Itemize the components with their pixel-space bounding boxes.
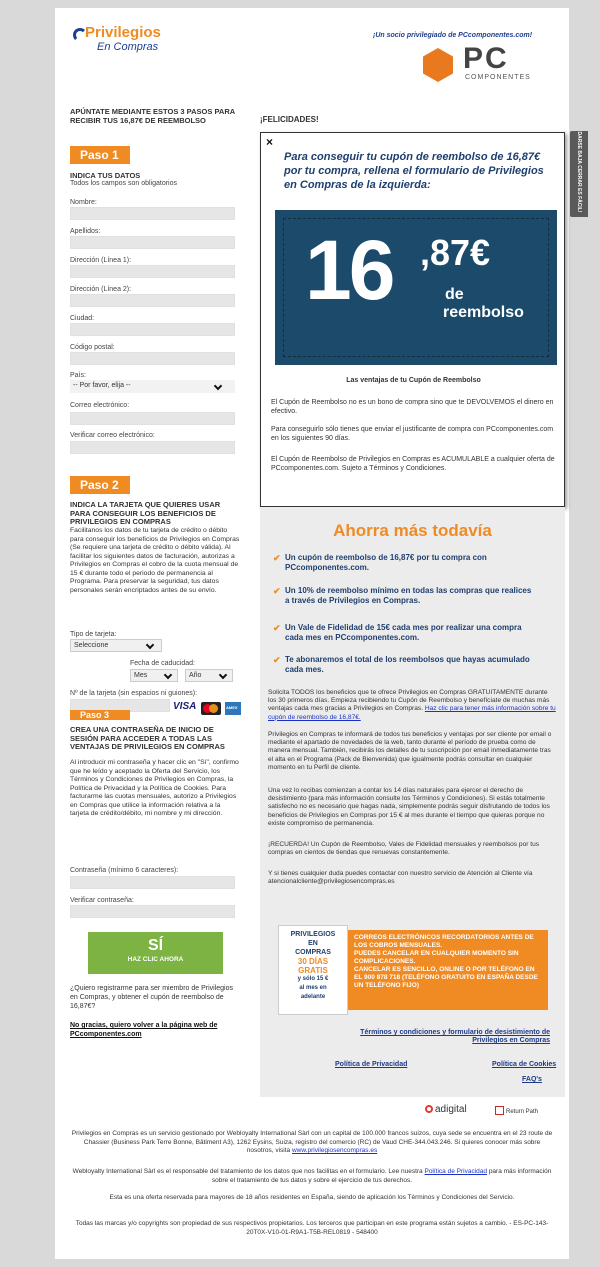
footer-p2-text-a: Webloyalty International Sàrl es el responsable del tratamiento de los datos que nos facilitas en el formulario. Lee nuestra (72, 1168, 423, 1175)
label-nombre: Nombre: (70, 199, 97, 206)
info-para-4: ¡RECUERDA! Un Cupón de Reembolso, Vales de Fidelidad mensuales y reembolsos por tus compras en cientos de tiendas que renuevas constantemente. (268, 841, 540, 857)
faq-link[interactable]: FAQ's (522, 1076, 542, 1083)
check-icon: ✔ (273, 553, 281, 563)
ciudad-input[interactable] (70, 323, 235, 336)
email-input[interactable] (70, 412, 235, 425)
pc-logo-small: COMPONENTES (465, 74, 531, 81)
info-para-2: Privilegios en Compras te informará de todos tus beneficios y ventajas por ser cliente por email o mediante el apartado de novedades de la web, tanto durante el período de prueba como de manera mensual. También, recibirás los detalles de tu suscripción por email inmediatamente tras el alta en el Programa (Pack de Bienvenida) que igualmente podrás consultar en cualquier momento en tu Perfil de cliente. (268, 731, 552, 771)
promo-l6: y sólo 15 € (297, 976, 329, 982)
page (55, 8, 582, 1259)
promo-l3: COMPRAS (295, 949, 331, 956)
register-question: ¿Quiero registrarme para ser miembro de Privilegios en Compras, y obtener el cupón de reembolso de 16,87€? (70, 985, 233, 1010)
info-para-3: Una vez lo recibas comienzan a contar los 14 días naturales para ejercer el derecho de desistimiento (para más información consulte los Términos y Condiciones). Si estás totalmente satisfecho no es necesario que hagas nada, simplemente podrás seguir disfrutando de todos los beneficios de Privilegios en Compras por 15 € al mes durante el tiempo que quieras porque no existe compromiso de permanencia. (268, 787, 550, 827)
visa-logo: VISA (173, 701, 197, 712)
card-type-value: Seleccione (74, 642, 109, 649)
month-value: Mes (134, 672, 148, 679)
month-select[interactable] (130, 669, 178, 682)
yes-submit-button[interactable] (88, 932, 223, 974)
chevron-down-icon (164, 671, 172, 679)
email-verify-input[interactable] (70, 441, 235, 454)
popup-subtitle: Las ventajas de tu Cupón de Reembolso (346, 377, 481, 384)
footer-p1-text: Privilegios en Compras es un servicio gestionado por Webloyalty International Sàrl con un capital de 100.000 francos suizos, cuya sede se encuentra en el 23 route de Chassier (Business Park Terre Bonne, Bâtiment A3), 1262 Eysins, Suiza, registro del comercio (RC) de Vaud CHE-344.043.246. Si quieres conocer más sobre nosotros, visita (71, 1130, 553, 1154)
paso2-tag: Paso 2 (70, 476, 130, 494)
footer-p2-text-b: para más información sobre el tratamiento de tus datos y sobre el ejercicio de tus derechos. (211, 1168, 552, 1184)
promo-r3: CANCELAR ES SENCILLO, ONLINE O POR TELÉFONO EN EL 900 878 718 (TELÉFONO GRATUITO EN ESPAÑA DESDE UN TELÉFONO FIJO) (354, 966, 538, 989)
paso2-title: INDICA LA TARJETA QUE QUIERES USAR PARA CONSEGUIR LOS BENEFICIOS DE PRIVILEGIOS EN COMPRAS (70, 500, 221, 526)
promo-l4: 30 DÍAS (297, 957, 329, 966)
label-direccion1: Dirección (Línea 1): (70, 257, 132, 264)
paso1-tag: Paso 1 (70, 146, 130, 164)
chevron-down-icon (219, 671, 227, 679)
popup-p1: El Cupón de Reembolso no es un bono de compra sino que te DEVOLVEMOS el dinero en efectivo. (271, 399, 554, 415)
label-expiry: Fecha de caducidad: (130, 660, 195, 667)
promo-l7: al mes en (299, 985, 327, 991)
ahorra-title: Ahorra más todavía (333, 521, 492, 540)
adigital-logo (425, 1104, 467, 1115)
paso2-text: Facilitanos los datos de tu tarjeta de crédito o débito para conseguir los beneficios de Privilegios en Compras (Se requiere una tarjeta de crédito o débito válida). Al facilitar los siguientes datos de facturación, autorizas a Privilegios en Compras el cobro de la cuota mensual de 15 € durante todo el periodo de permanencia al Programa. Para preservar la seguridad, tus datos personales serán encriptados antes de su envío. (70, 527, 240, 594)
label-email: Correo electrónico: (70, 402, 130, 409)
amex-logo (225, 702, 241, 715)
popup-p2: Para conseguirlo sólo tienes que enviar el justificante de compra con PCcomponentes.com en los siguientes 90 días. (271, 426, 554, 442)
label-password-verify: Verificar contraseña: (70, 897, 134, 904)
info-para-1-text: Solicita TODOS los beneficios que te ofrece Privilegios en Compras GRATUITAMENTE durante los 30 primeros días. Empieza recibiendo tu Cupón de Reembolso y benefíciate de muchas más ventajas cada mes gracias a Privilegios en Compras. (268, 689, 550, 713)
footer-p4: Todas las marcas y/o copyrights son propiedad de sus respectivos propietarios. Los terceros que participan en este programa están sujetos a cambio. - ES-PC-143-20T0X-V10-01-R9A1-T5B-REL0819 - 548400 (75, 1220, 549, 1236)
chevron-down-icon (214, 382, 222, 390)
promo-banner (278, 925, 548, 1015)
card-type-select[interactable] (70, 639, 162, 652)
pc-logo-big: PC (463, 42, 509, 75)
apellidos-input[interactable] (70, 236, 235, 249)
logo-sub-text: En Compras (97, 41, 159, 53)
promo-r1: CORREOS ELECTRÓNICOS RECORDATORIOS ANTES DE LOS COBROS MENSUALES. (354, 934, 534, 949)
side-tab-label: DARSE BAJA CERRAR ES FÁCIL! (576, 131, 582, 213)
intro-text: APÚNTATE MEDIANTE ESTOS 3 PASOS PARA RECIBIR TUS 16,87€ DE REEMBOLSO (70, 107, 235, 125)
yes-button-label: SÍ (147, 937, 164, 954)
check-icon: ✔ (273, 623, 281, 633)
footer-p2 (70, 1168, 554, 1185)
paso3-tag: Paso 3 (70, 710, 130, 720)
direccion1-input[interactable] (70, 265, 235, 278)
promo-l5: GRATIS (298, 966, 328, 975)
coupon-info-link[interactable]: Haz clic para tener más información sobre tu cupón de reembolso de 16,87€. (268, 705, 556, 721)
ahorra-item-text: Te abonaremos el total de los reembolsos que hayas acumulado cada mes. (285, 655, 530, 674)
check-icon: ✔ (273, 586, 281, 596)
ahorra-item-text: Un 10% de reembolso mínimo en todas las compras que realices a través de Privilegios en Compras. (285, 586, 532, 605)
pc-componentes-logo[interactable] (423, 44, 543, 86)
mastercard-text (201, 702, 203, 703)
coupon-amount-int: 16 (305, 223, 393, 317)
label-pais: País: (70, 372, 86, 379)
paso1-subtitle: Todos los campos son obligatorios (70, 180, 178, 187)
password-input[interactable] (70, 876, 235, 889)
yes-button-sub: HAZ CLIC AHORA (127, 956, 184, 963)
coupon-word-reembolso: reembolso (443, 304, 524, 321)
label-card-number: Nº de la tarjeta (sin espacios ni guiones): (70, 690, 198, 697)
terms-link[interactable]: Términos y condiciones y formulario de desistimiento de Privilegios en Compras (360, 1029, 550, 1044)
label-card-type: Tipo de tarjeta: (70, 631, 117, 638)
promo-l8: adelante (300, 994, 326, 1000)
privilegios-logo[interactable] (73, 22, 183, 56)
ahorra-item (273, 623, 535, 643)
paso1-title: INDICA TUS DATOS (70, 171, 141, 180)
ahorra-item-text: Un Vale de Fidelidad de 15€ cada mes por realizar una compra cada mes en PCcomponentes.com. (285, 623, 522, 642)
pais-select-value: -- Por favor, elija -- (73, 382, 131, 389)
adigital-icon (425, 1105, 433, 1113)
paso3-text: Al introducir mi contraseña y hacer clic en "Sí", confirmo que he leído y aceptado la Oferta del Servicio, los Términos y Condiciones de Privilegios en Compras, la Política de Privacidad y la Política de Cookies. Para facturarme las cuotas mensuales, autorizo a Privilegios en Compras que utilice la información relativa a la tarjeta de crédito/débito, mi nombre y mi dirección. (70, 759, 239, 817)
coupon-word-de: de (445, 286, 464, 303)
footer-p1 (70, 1130, 554, 1156)
coupon-box (275, 210, 557, 365)
promo-features (348, 930, 548, 1010)
promo-badge (278, 925, 348, 1015)
nombre-input[interactable] (70, 207, 235, 220)
footer-p3: Esta es una oferta reservada para mayores de 18 años residentes en España, siendo de aplicación los Términos y Condiciones del Servicio. (109, 1194, 515, 1201)
label-email-verify: Verificar correo electrónico: (70, 432, 155, 439)
direccion2-input[interactable] (70, 294, 235, 307)
label-password: Contraseña (mínimo 6 caracteres): (70, 867, 179, 874)
label-ciudad: Ciudad: (70, 315, 95, 322)
coupon-popup (260, 132, 565, 507)
password-verify-input[interactable] (70, 905, 235, 918)
header-tagline: ¡Un socio privilegiado de PCcomponentes.com! (373, 32, 533, 39)
privacy-link[interactable]: Política de Privacidad (335, 1061, 408, 1068)
promo-l1: PRIVILEGIOS (290, 931, 336, 938)
info-para-1 (268, 689, 556, 722)
pc-cube-icon (423, 48, 453, 82)
year-select[interactable] (185, 669, 233, 682)
benefits-panel (260, 507, 565, 1097)
label-apellidos: Apellidos: (70, 228, 101, 235)
paso3-title: CREA UNA CONTRASEÑA DE INICIO DE SESIÓN PARA ACCEDER A TODAS LAS VENTAJAS DE PRIVILEGIOS EN COMPRAS (70, 725, 225, 751)
popup-p3: El Cupón de Reembolso de Privilegios en Compras es ACUMULABLE a cualquier oferta de PCcomponentes.com. Sujeto a Términos y Condiciones. (271, 456, 555, 472)
amex-text: AMEX (226, 705, 238, 710)
info-para-5: Y si tienes cualquier duda puedes contactar con nuestro servicio de Atención al Cliente vía atencionalcliente@privilegiosencompras.es (268, 870, 533, 886)
pais-select[interactable] (70, 380, 235, 393)
footer-privacy-link[interactable]: Política de Privacidad (424, 1168, 487, 1175)
no-thanks-link[interactable]: No gracias, quiero volver a la página web de PCcomponentes.com (70, 1022, 218, 1038)
popup-close-button[interactable]: × (266, 135, 274, 149)
footer-site-link[interactable]: www.privilegiosencompras.es (291, 1147, 378, 1154)
ahorra-item (273, 586, 535, 606)
ahorra-item (273, 553, 535, 573)
ahorra-item (273, 655, 535, 675)
cookies-link[interactable]: Política de Cookies (492, 1061, 557, 1068)
logo-main-text: Privilegios (85, 24, 161, 41)
label-direccion2: Dirección (Línea 2): (70, 286, 132, 293)
promo-l2: EN (308, 940, 318, 947)
year-value: Año (189, 672, 202, 679)
promo-r2: PUEDES CANCELAR EN CUALQUIER MOMENTO SIN COMPLICACIONES. (354, 950, 519, 965)
chevron-down-icon (146, 641, 154, 649)
ahorra-item-text: Un cupón de reembolso de 16,87€ por tu compra con PCcomponentes.com. (285, 553, 487, 572)
returnpath-text: Return Path (506, 1109, 539, 1115)
check-icon: ✔ (273, 655, 281, 665)
popup-headline: Para conseguir tu cupón de reembolso de 16,87€ por tu compra, rellena el formulario de Privilegios en Compras de la izquierda: (284, 151, 544, 191)
adigital-text: adigital (435, 1104, 467, 1115)
mastercard-logo (201, 702, 221, 715)
returnpath-logo (495, 1106, 538, 1115)
side-unsubscribe-tab[interactable] (570, 131, 588, 217)
codigo-postal-input[interactable] (70, 352, 235, 365)
felicidades-heading: ¡FELICIDADES! (260, 115, 319, 124)
label-codigo-postal: Código postal: (70, 344, 115, 351)
coupon-amount-dec: ,87€ (420, 232, 491, 273)
returnpath-icon (495, 1106, 504, 1115)
